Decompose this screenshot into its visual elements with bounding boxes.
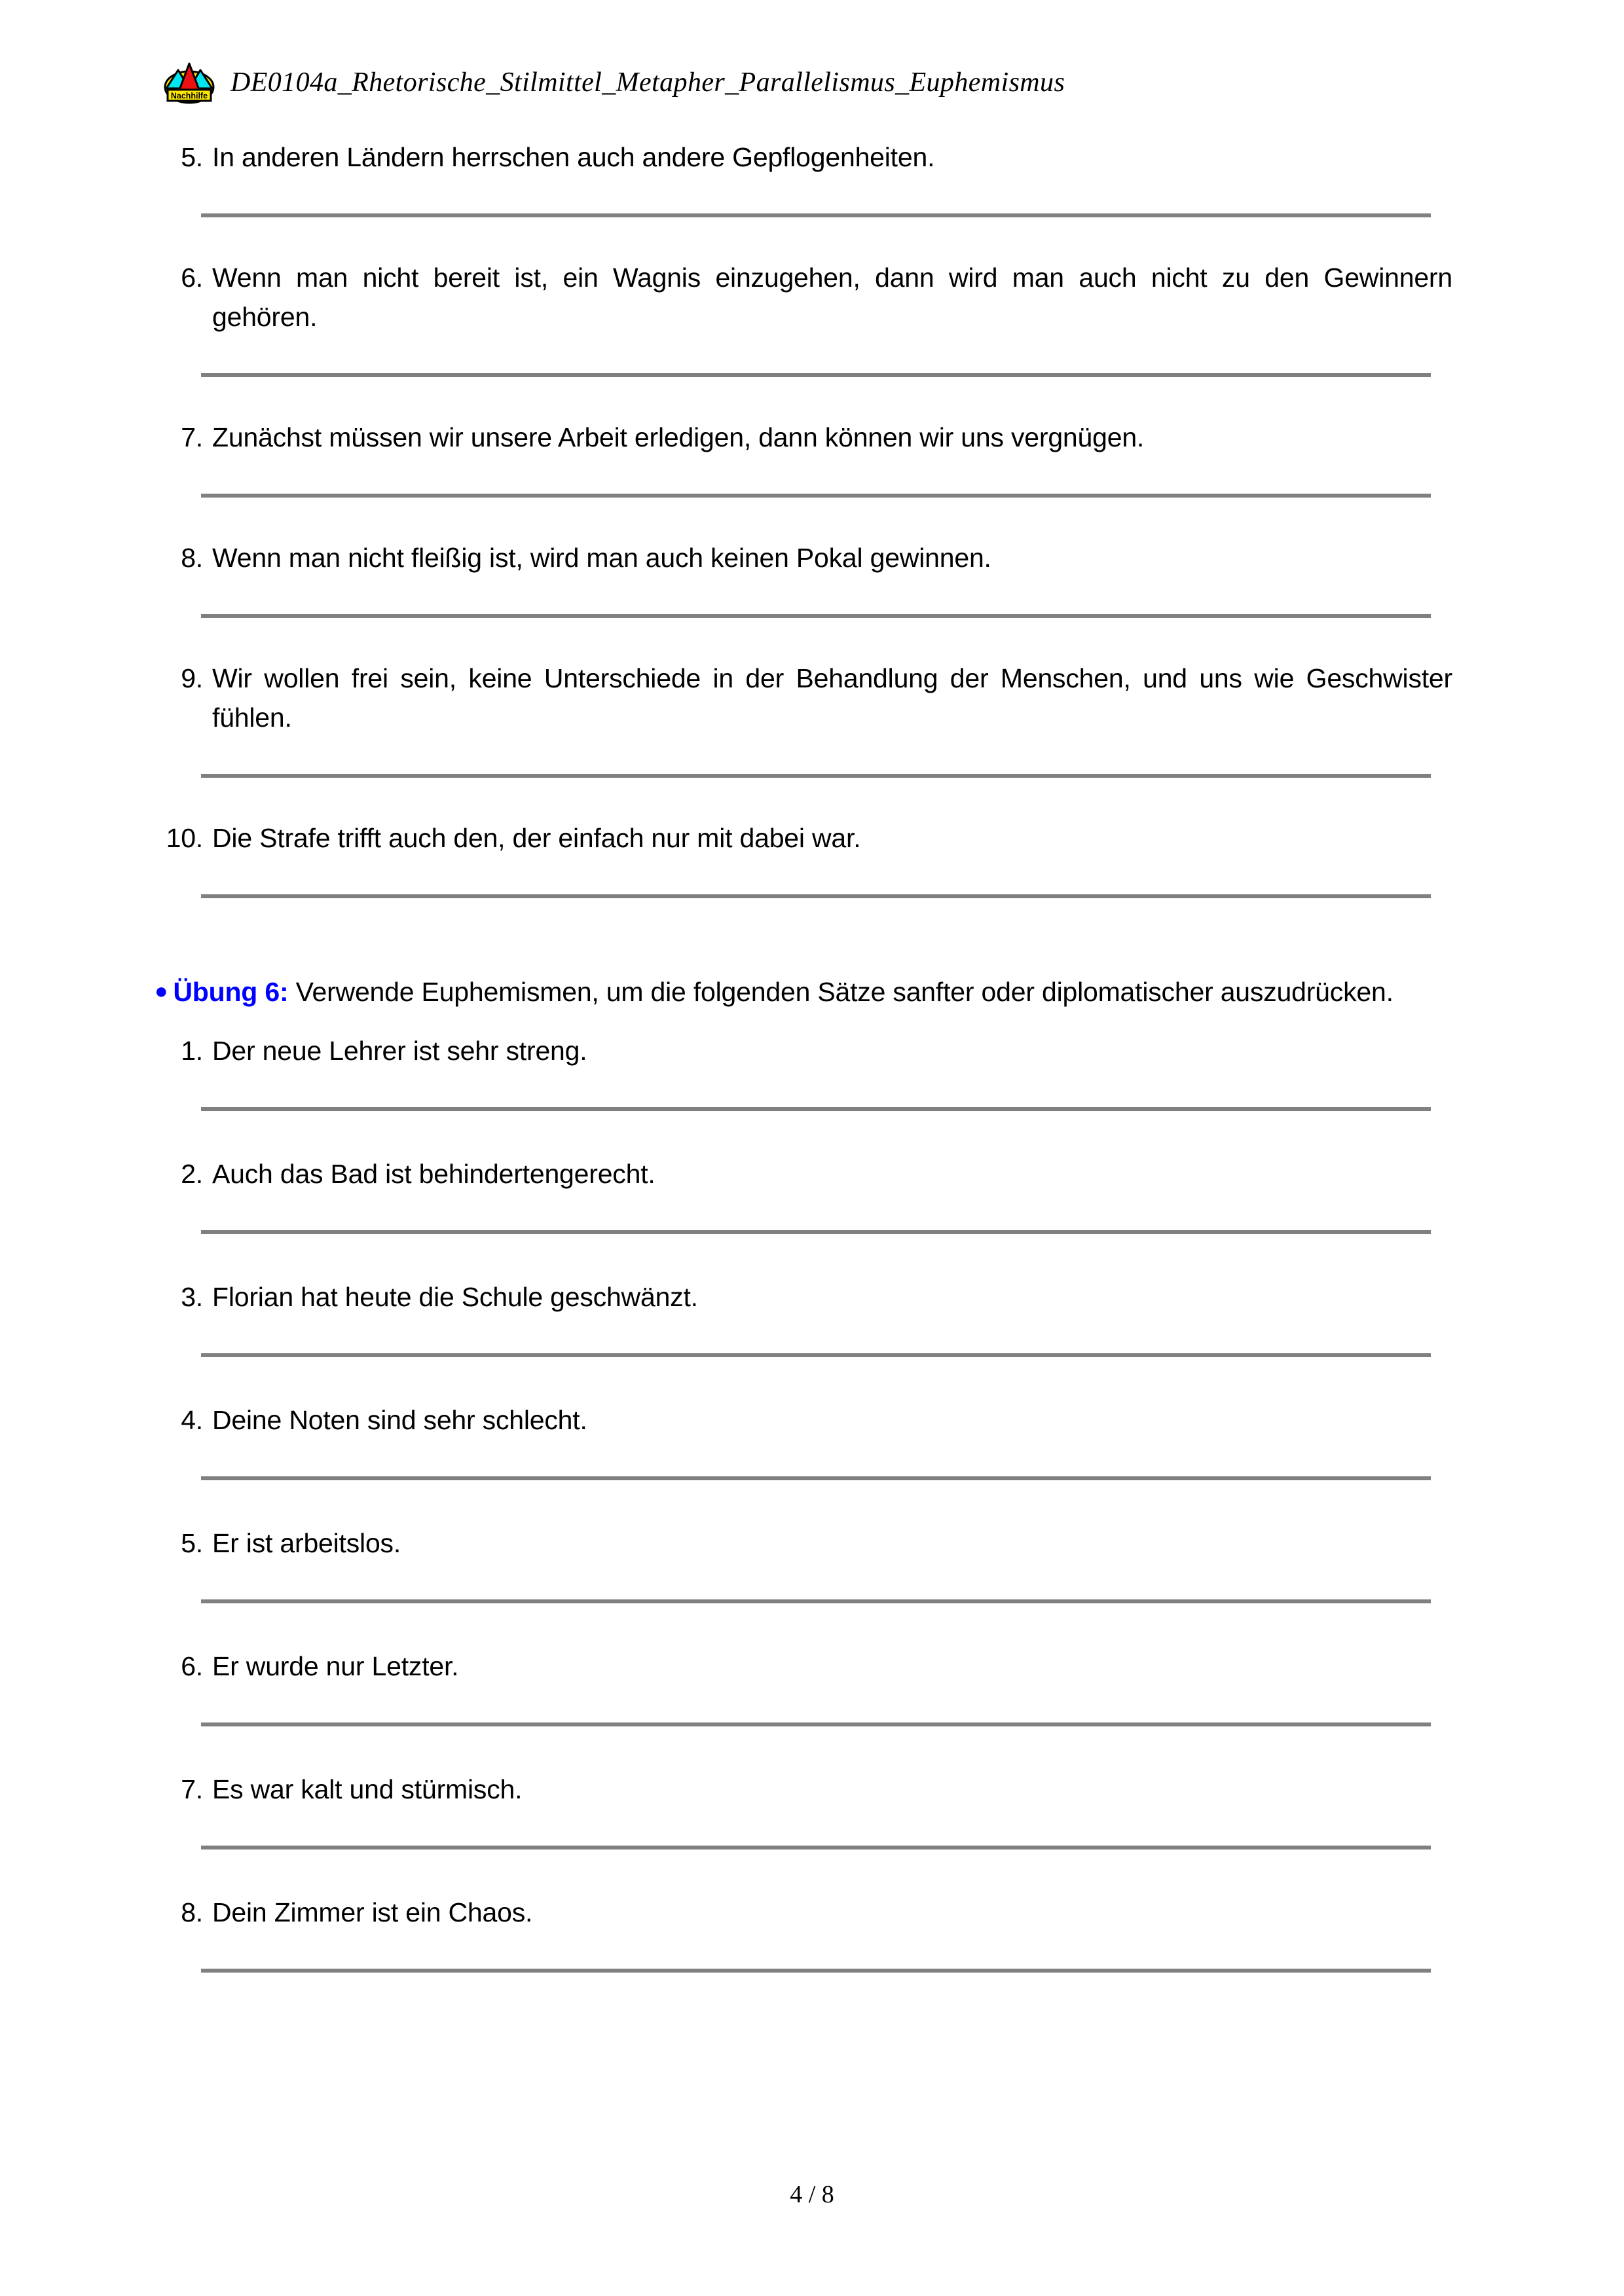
question-item	[0, 1400, 1624, 1440]
question-number: 6.	[181, 263, 203, 293]
question-number: 5.	[181, 142, 203, 172]
exercise-6-heading	[0, 972, 1624, 1011]
question-item	[0, 818, 1624, 858]
question-number: 6.	[181, 1651, 203, 1681]
question-text: Der neue Lehrer ist sehr streng.	[212, 1036, 587, 1066]
question-number: 5.	[181, 1528, 203, 1558]
question-number: 7.	[181, 1774, 203, 1804]
question-text: Er wurde nur Letzter.	[212, 1651, 459, 1681]
worksheet-content	[0, 137, 1624, 1973]
question-item	[0, 418, 1624, 457]
question-item	[0, 1770, 1624, 1809]
question-item	[0, 1031, 1624, 1070]
exercise-6-colon: :	[279, 977, 289, 1007]
question-number: 10.	[166, 823, 203, 853]
question-text: Wenn man nicht bereit ist, ein Wagnis einzugehen, dann wird man auch nicht zu den Gewinnern gehören.	[212, 263, 1452, 332]
question-number: 7.	[181, 422, 203, 452]
question-text: Die Strafe trifft auch den, der einfach nur mit dabei war.	[212, 823, 861, 853]
question-text: Florian hat heute die Schule geschwänzt.	[212, 1282, 698, 1312]
question-text: Deine Noten sind sehr schlecht.	[212, 1405, 587, 1435]
question-item	[0, 1647, 1624, 1686]
exercise-6-label: Übung 6	[173, 977, 280, 1007]
question-item	[0, 1523, 1624, 1563]
question-text: Dein Zimmer ist ein Chaos.	[212, 1897, 533, 1927]
exercise-6-instruction: Verwende Euphemismen, um die folgenden Sätze sanfter oder diplomatischer auszudrücken.	[288, 977, 1393, 1007]
question-number: 9.	[181, 663, 203, 693]
question-item	[0, 137, 1624, 177]
question-number: 1.	[181, 1036, 203, 1066]
page-header	[162, 58, 1065, 107]
question-text: Auch das Bad ist behindertengerecht.	[212, 1159, 655, 1189]
question-number: 8.	[181, 543, 203, 573]
bullet-icon: ●	[155, 979, 168, 1004]
question-number: 8.	[181, 1897, 203, 1927]
page-number: 4 / 8	[790, 2181, 834, 2208]
answer-line[interactable]	[201, 1969, 1431, 1973]
question-text: Wir wollen frei sein, keine Unterschiede in der Behandlung der Menschen, und uns wie Geschwister fühlen.	[212, 663, 1452, 733]
document-title: DE0104a_Rhetorische_Stilmittel_Metapher_Parallelismus_Euphemismus	[231, 67, 1065, 98]
question-item	[0, 1277, 1624, 1317]
question-text: Zunächst müssen wir unsere Arbeit erledigen, dann können wir uns vergnügen.	[212, 422, 1145, 452]
nachhilfe-logo-icon	[162, 61, 216, 104]
svg-text:Nachhilfe: Nachhilfe	[170, 91, 208, 101]
page-footer	[0, 2180, 1624, 2209]
question-item	[0, 538, 1624, 577]
question-number: 3.	[181, 1282, 203, 1312]
question-number: 2.	[181, 1159, 203, 1189]
question-item	[0, 1154, 1624, 1194]
question-text: Wenn man nicht fleißig ist, wird man auch keinen Pokal gewinnen.	[212, 543, 991, 573]
question-number: 4.	[181, 1405, 203, 1435]
question-text: Er ist arbeitslos.	[212, 1528, 401, 1558]
question-item	[0, 1893, 1624, 1932]
question-text: In anderen Ländern herrschen auch andere Gepflogenheiten.	[212, 142, 935, 172]
question-item	[0, 258, 1624, 337]
question-text: Es war kalt und stürmisch.	[212, 1774, 523, 1804]
question-item	[0, 659, 1624, 737]
